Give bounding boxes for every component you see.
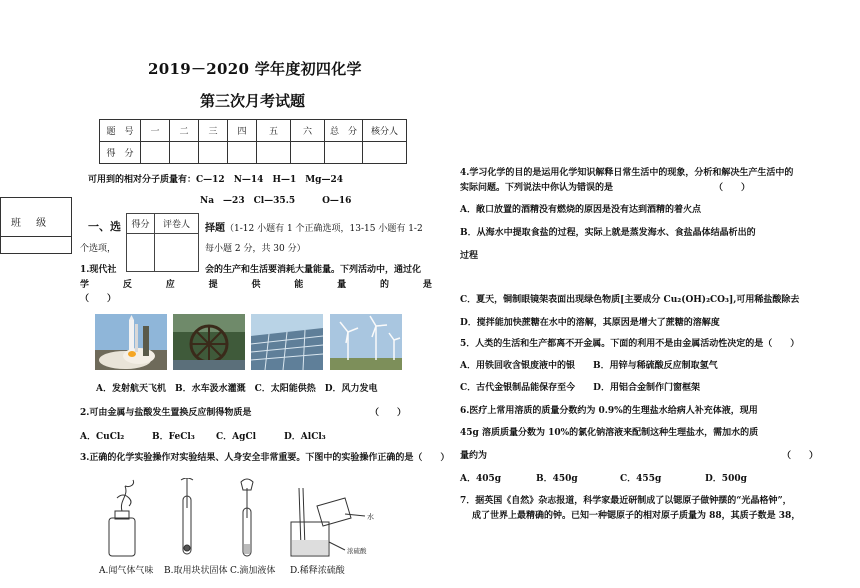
section1-heading-rest: （1-12 小题有 1 个正确选项，13-15 小题有 1-2 — [225, 224, 423, 234]
score-header-cell: 二 — [170, 120, 199, 142]
grader-score-label: 得分 — [127, 214, 155, 234]
atomic-masses-line1: 可用到的相对分子质量有：C—12 N—14 H—1 Mg—24 — [88, 175, 343, 185]
q2-option-c: C．AgCl — [216, 432, 257, 442]
section1-rest2: 每小题 2 分，共 30 分） — [205, 244, 306, 254]
section1-heading-bold: 择题 — [205, 223, 225, 234]
q1-word: 学 — [80, 280, 90, 290]
q4-option-b1: B．从海水中提取食盐的过程，实际上就是蒸发海水、食盐晶体结晶析出的 — [460, 228, 756, 238]
grader-reviewer-cell[interactable] — [155, 234, 199, 272]
q7-stem1: 7．据英国《自然》杂志报道，科学家最近研制成了以锶原子做钟摆的“光晶格钟”， — [460, 496, 792, 506]
q1-justified-line — [80, 277, 432, 290]
q1-word: 的 — [380, 280, 390, 290]
q1-options: A．发射航天飞机 B．水车汲水灌溉 C．太阳能供热 D．风力发电 — [96, 384, 378, 394]
q4-option-c: C．夏天，铜制眼镜架表面出现绿色物质[主要成分 Cu₂(OH)₂CO₃],可用稀盐酸除去 — [460, 295, 800, 305]
q1-word: 供 — [251, 280, 261, 290]
q5-options-cd: C．古代金银制品能保存至今 D．用铝合金制作门窗框架 — [460, 383, 700, 393]
q6-stem1: 6.医疗上常用溶质的质量分数约为 0.9%的生理盐水给病人补充体液，现用 — [460, 406, 758, 416]
q4-option-b2: 过程 — [460, 251, 479, 261]
q7-stem2: 成了世界上最精确的钟。已知一种锶原子的相对原子质量为 88，其质子数是 38， — [472, 511, 801, 521]
q3-stem: 3.正确的化学实验操作对实验结果、人身安全非常重要。下图中的实验操作正确的是（ ） — [80, 453, 450, 463]
q1-word: 是 — [422, 280, 432, 290]
class-box — [0, 197, 72, 254]
q1-word: 能 — [294, 280, 304, 290]
class-box-divider — [1, 236, 71, 237]
q6-option-b: B．450g — [536, 474, 578, 484]
grader-score-cell[interactable] — [127, 234, 155, 272]
q6-stem3: 量约为 — [460, 451, 488, 461]
score-row-label: 得 分 — [100, 142, 141, 164]
q1-word: 提 — [208, 280, 218, 290]
q6-bracket: （ ） — [782, 451, 819, 461]
section1-prefix: 一、选 — [88, 220, 121, 233]
q2-option-d: D．AlCl₃ — [284, 432, 326, 442]
score-header-cell: 三 — [199, 120, 228, 142]
q2-stem: 2.可由金属与盐酸发生置换反应制得物质是 — [80, 408, 252, 418]
q1-word: 应 — [165, 280, 175, 290]
grader-reviewer-label: 评卷人 — [155, 214, 199, 234]
score-header-cell: 五 — [257, 120, 291, 142]
q1-word: 量 — [337, 280, 347, 290]
exam-subtitle: 第三次月考试题 — [200, 92, 306, 110]
score-header-cell: 六 — [291, 120, 325, 142]
photo-waterwheel — [173, 314, 245, 370]
score-header-cell: 一 — [141, 120, 170, 142]
q5-stem: 5．人类的生活和生产都离不开金属。下面的利用不是由金属活动性决定的是（ ） — [460, 339, 800, 349]
score-header-cell: 总 分 — [325, 120, 363, 142]
q1-stem-b: 会的生产和生活要消耗大量能量。下列活动中，通过化 — [205, 265, 422, 275]
score-cell[interactable] — [325, 142, 363, 164]
score-cell[interactable] — [199, 142, 228, 164]
q3-fig-water: 水 — [367, 513, 374, 521]
section1-left2: 个选项， — [80, 244, 117, 254]
score-cell[interactable] — [291, 142, 325, 164]
q3-label-c: C.滴加液体 — [230, 566, 276, 576]
score-header-cell: 核分人 — [363, 120, 407, 142]
score-cell[interactable] — [170, 142, 199, 164]
score-cell[interactable] — [363, 142, 407, 164]
score-cell[interactable] — [257, 142, 291, 164]
q6-option-c: C．455g — [620, 474, 662, 484]
q2-option-b: B．FeCl₃ — [152, 432, 195, 442]
score-cell[interactable] — [141, 142, 170, 164]
q3-label-d: D.稀释浓硫酸 — [290, 566, 345, 576]
q4-option-a: A．敞口放置的酒精没有燃烧的原因是没有达到酒精的着火点 — [460, 205, 701, 215]
score-header-row — [100, 120, 407, 142]
q4-bracket: （ ） — [714, 183, 751, 193]
q5-options-ab: A．用铁回收含银废液中的银 B．用锌与稀硫酸反应制取氢气 — [460, 361, 718, 371]
q3-figure — [95, 478, 395, 564]
score-header-cell: 题 号 — [100, 120, 141, 142]
score-header-cell: 四 — [228, 120, 257, 142]
atomic-masses-line2: Na —23 Cl—35.5 O—16 — [200, 196, 352, 206]
score-table — [99, 119, 407, 164]
photo-wind-turbines — [330, 314, 402, 370]
q1-bracket: （ ） — [80, 294, 117, 304]
photo-space-shuttle — [95, 314, 167, 370]
q4-option-d: D．搅拌能加快蔗糖在水中的溶解，其原因是增大了蔗糖的溶解度 — [460, 318, 720, 328]
q1-word: 反 — [122, 280, 132, 290]
q3-label-b: B.取用块状固体 — [164, 566, 228, 576]
score-value-row — [100, 142, 407, 164]
q2-bracket: （ ） — [370, 408, 407, 418]
q2-option-a: A．CuCl₂ — [80, 432, 125, 442]
q6-stem2: 45g 溶质质量分数为 10%的氯化钠溶液来配制这种生理盐水，需加水的质 — [460, 428, 759, 438]
q6-option-d: D．500g — [705, 474, 747, 484]
q4-stem2: 实际问题。下列说法中你认为错误的是 — [460, 183, 614, 193]
section1-heading — [205, 219, 423, 234]
q4-stem1: 4.学习化学的目的是运用化学知识解释日常生活中的现象，分析和解决生产生活中的 — [460, 168, 794, 178]
score-cell[interactable] — [228, 142, 257, 164]
class-label: 班 级 — [11, 218, 53, 229]
grader-box — [126, 213, 199, 272]
q3-fig-acid: 浓硫酸 — [347, 547, 367, 555]
q6-option-a: A．405g — [460, 474, 502, 484]
photo-solar-panels — [251, 314, 323, 370]
exam-title: 2019－2020 学年度初四化学 — [148, 60, 362, 78]
q3-label-a: A.闻气体气味 — [99, 566, 154, 576]
q1-stem-a: 1.现代社 — [80, 265, 117, 275]
